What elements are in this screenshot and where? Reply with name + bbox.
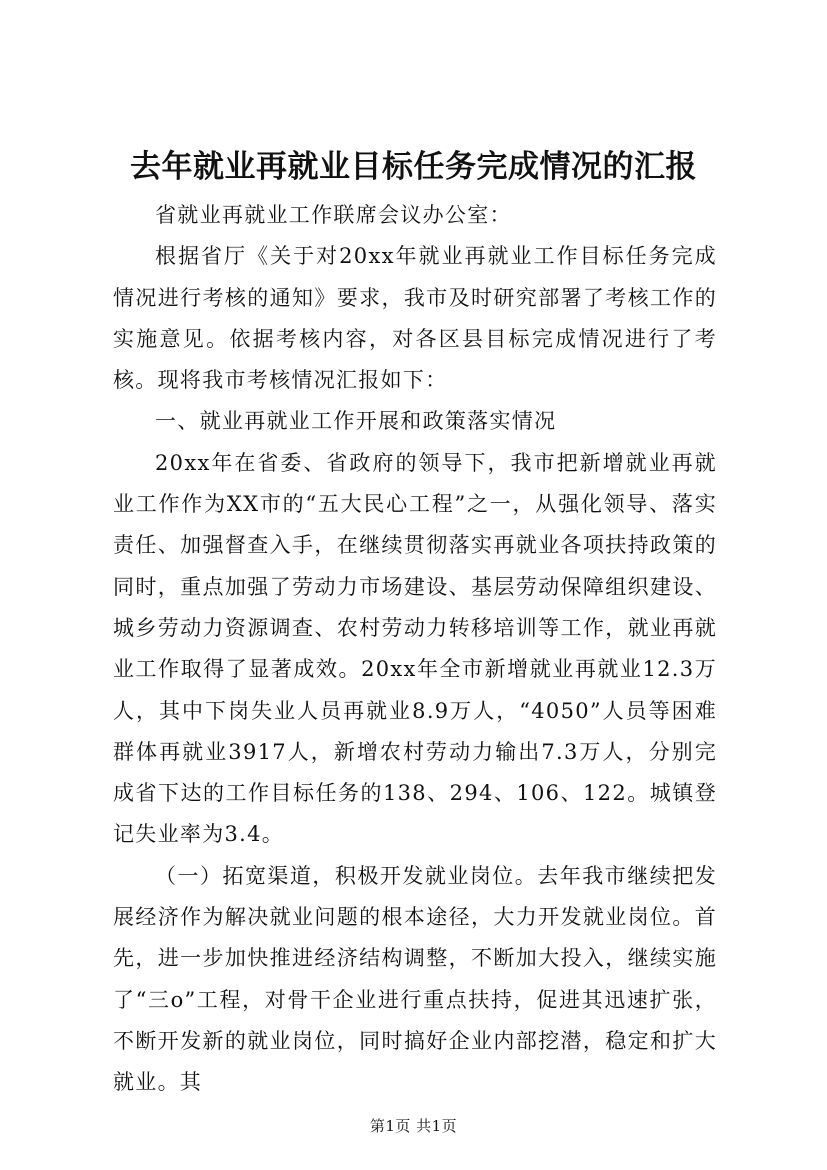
section-heading: 一、就业再就业工作开展和政策落实情况 <box>155 409 557 434</box>
intro-paragraph: 根据省厅《关于对20xx年就业再就业工作目标任务完成情况进行考核的通知》要求，我市及时研究部署了考核工作的实施意见。依据考核内容，对各区县目标完成情况进行了考核。现将我市考核情况汇报如下： <box>113 244 717 393</box>
subsection-paragraph: （一）拓宽渠道，积极开发就业岗位。去年我市继续把发展经济作为解决就业问题的根本途径，大力开发就业岗位。首先，进一步加快推进经济结构调整，不断加大投入，继续实施了“三o”工程，对骨干企业进行重点扶持，促进其迅速扩张，不断开发新的就业岗位，同时搞好企业内部挖潜，稳定和扩大就业。其 <box>113 863 717 1095</box>
document-body <box>113 195 717 1104</box>
document-title: 去年就业再就业目标任务完成情况的汇报 <box>130 149 697 185</box>
salutation-paragraph: 省就业再就业工作联席会议办公室： <box>155 203 512 227</box>
page-footer: 第1页 共1页 <box>369 1117 458 1135</box>
summary-paragraph: 20xx年在省委、省政府的领导下，我市把新增就业再就业工作作为XX市的“五大民心工程”之一，从强化领导、落实责任、加强督查入手，在继续贯彻落实再就业各项扶持政策的同时，重点加强了劳动力市场建设、基层劳动保障组织建设、城乡劳动力资源调查、农村劳动力转移培训等工作，就业再就业工作取得了显著成效。20xx年全市新增就业再就业12.3万人，其中下岗失业人员再就业8.9万人，“4050”人员等困难群体再就业3917人，新增农村劳动力输出7.3万人，分别完成省下达的工作目标任务的138、294、106、122。城镇登记失业率为3.4。 <box>113 450 717 847</box>
